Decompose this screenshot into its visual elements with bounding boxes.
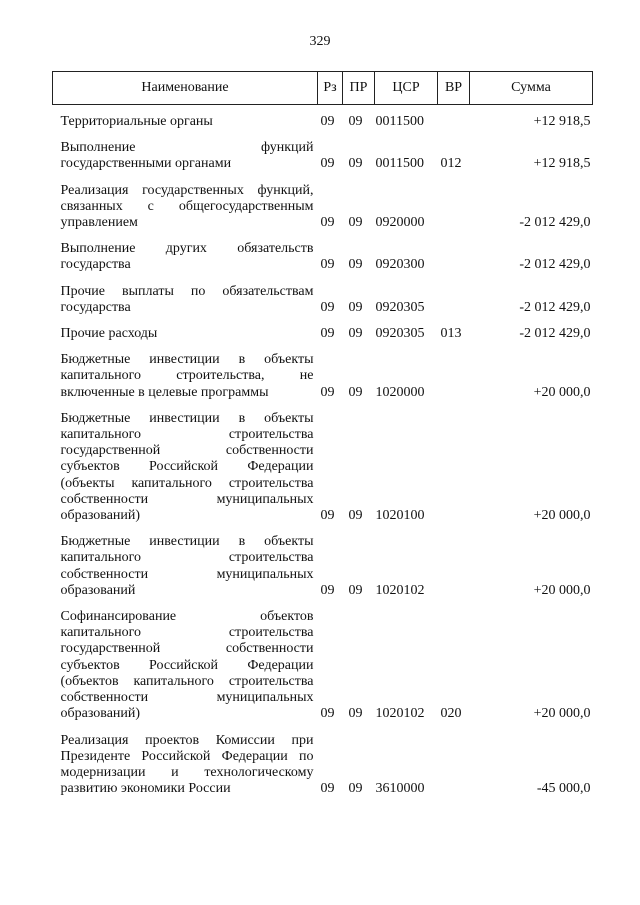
row-csr: 0920305: [375, 326, 425, 342]
header-csr: ЦСР: [375, 72, 438, 105]
row-name-line: государственной собственности: [60, 641, 314, 657]
row-pr: 09: [348, 508, 363, 524]
row-name-line: субъектов Российской Федерации: [60, 657, 314, 673]
row-rz: 09: [320, 156, 335, 172]
table-row: [53, 723, 593, 798]
table-row: [53, 231, 593, 273]
row-name: [53, 173, 318, 232]
table-row: [53, 105, 593, 131]
row-rz: 09: [320, 215, 335, 231]
table-row: [53, 130, 593, 172]
page-number: 329: [309, 34, 331, 49]
row-name-line: субъектов Российской Федерации: [60, 459, 314, 475]
row-pr: 09: [348, 582, 363, 598]
row-sum: +12 918,5: [533, 156, 591, 172]
header-name: Наименование: [53, 72, 318, 105]
row-sum: -2 012 429,0: [519, 215, 591, 231]
row-rz: 09: [320, 384, 335, 400]
row-name-line: Выполнение функций: [60, 140, 314, 156]
row-name-line: государства: [60, 299, 131, 315]
row-name-line: включенные в целевые программы: [60, 384, 269, 400]
row-pr: 09: [348, 114, 363, 129]
row-name-line: Территориальные органы: [60, 114, 213, 129]
row-sum: -2 012 429,0: [519, 299, 591, 315]
row-name-line: государственной собственности: [60, 443, 314, 459]
row-vr: [438, 274, 470, 316]
row-name-line: Прочие выплаты по обязательствам: [60, 283, 314, 299]
row-csr: 0011500: [375, 114, 424, 129]
row-rz: 09: [320, 299, 335, 315]
budget-table: [52, 71, 593, 797]
row-csr: 0920300: [375, 257, 425, 273]
row-name: [53, 599, 318, 722]
row-vr: [438, 401, 470, 524]
row-name: [53, 105, 318, 131]
row-name-line: образований: [60, 582, 136, 598]
table-row: [53, 173, 593, 232]
row-name: [53, 401, 318, 524]
row-vr: 012: [440, 156, 462, 172]
row-name-line: Выполнение других обязательств: [60, 241, 314, 257]
row-name: [53, 316, 318, 342]
row-name-line: Бюджетные инвестиции в объекты: [60, 352, 314, 368]
row-sum: -2 012 429,0: [519, 257, 591, 273]
row-vr: [438, 723, 470, 798]
row-csr: 0011500: [375, 156, 424, 172]
row-name-line: Реализация государственных функций,: [60, 182, 314, 198]
header-vr: ВР: [438, 72, 470, 105]
row-name-line: государственными органами: [60, 156, 232, 172]
row-pr: 09: [348, 299, 363, 315]
row-rz: 09: [320, 257, 335, 273]
row-name-line: (объектов капитального строительства: [60, 673, 314, 689]
row-name-line: капитального строительства: [60, 427, 314, 443]
row-sum: +20 000,0: [533, 508, 591, 524]
row-csr: 0920305: [375, 299, 425, 315]
row-pr: 09: [348, 215, 363, 231]
row-name: [53, 342, 318, 401]
table-row: [53, 599, 593, 722]
row-vr: [438, 524, 470, 599]
row-sum: +12 918,5: [533, 114, 591, 129]
row-csr: 3610000: [375, 781, 425, 797]
row-name: [53, 130, 318, 172]
row-name: [53, 231, 318, 273]
row-vr: [438, 231, 470, 273]
row-name-line: капитального строительства, не: [60, 368, 314, 384]
header-rz: Рз: [318, 72, 343, 105]
row-vr: [438, 105, 470, 131]
row-name: [53, 524, 318, 599]
row-rz: 09: [320, 706, 335, 722]
row-name-line: капитального строительства: [60, 625, 314, 641]
row-name: [53, 723, 318, 798]
table-row: [53, 274, 593, 316]
table-row: [53, 342, 593, 401]
table-row: [53, 524, 593, 599]
row-name-line: Президенте Российской Федерации по: [60, 748, 314, 764]
row-pr: 09: [348, 781, 363, 797]
row-name: [53, 274, 318, 316]
row-pr: 09: [348, 384, 363, 400]
row-name-line: государства: [60, 257, 131, 273]
row-pr: 09: [348, 706, 363, 722]
row-pr: 09: [348, 326, 363, 342]
row-csr: 1020100: [375, 508, 425, 524]
row-name-line: модернизации и технологическому: [60, 764, 314, 780]
row-pr: 09: [348, 257, 363, 273]
table-row: [53, 316, 593, 342]
row-csr: 0920000: [375, 215, 425, 231]
row-sum: -2 012 429,0: [519, 326, 591, 342]
row-name-line: образований): [60, 706, 141, 722]
row-name-line: Реализация проектов Комиссии при: [60, 732, 314, 748]
row-csr: 1020102: [375, 582, 425, 598]
row-csr: 1020102: [375, 706, 425, 722]
row-name-line: капитального строительства: [60, 550, 314, 566]
row-name-line: развитию экономики России: [60, 781, 231, 797]
row-name-line: образований): [60, 508, 141, 524]
table-row: [53, 401, 593, 524]
row-rz: 09: [320, 508, 335, 524]
row-rz: 09: [320, 114, 335, 129]
header-sum: Сумма: [470, 72, 593, 105]
row-name-line: Бюджетные инвестиции в объекты: [60, 410, 314, 426]
row-name-line: управлением: [60, 215, 138, 231]
row-csr: 1020000: [375, 384, 425, 400]
row-name-line: Бюджетные инвестиции в объекты: [60, 534, 314, 550]
table-header: [53, 72, 593, 105]
table-body: [53, 105, 593, 798]
row-sum: +20 000,0: [533, 706, 591, 722]
row-name-line: собственности муниципальных: [60, 491, 314, 507]
row-vr: [438, 342, 470, 401]
header-pr: ПР: [343, 72, 375, 105]
row-name-line: собственности муниципальных: [60, 690, 314, 706]
row-vr: 013: [440, 326, 462, 342]
row-name-line: Прочие расходы: [60, 326, 158, 342]
row-rz: 09: [320, 781, 335, 797]
row-vr: 020: [440, 706, 462, 722]
row-sum: -45 000,0: [536, 781, 591, 797]
row-name-line: (объекты капитального строительства: [60, 475, 314, 491]
row-pr: 09: [348, 156, 363, 172]
row-name-line: собственности муниципальных: [60, 566, 314, 582]
row-vr: [438, 173, 470, 232]
row-name-line: Софинансирование объектов: [60, 609, 314, 625]
row-sum: +20 000,0: [533, 582, 591, 598]
row-sum: +20 000,0: [533, 384, 591, 400]
row-rz: 09: [320, 326, 335, 342]
row-rz: 09: [320, 582, 335, 598]
row-name-line: связанных с общегосударственным: [60, 198, 314, 214]
